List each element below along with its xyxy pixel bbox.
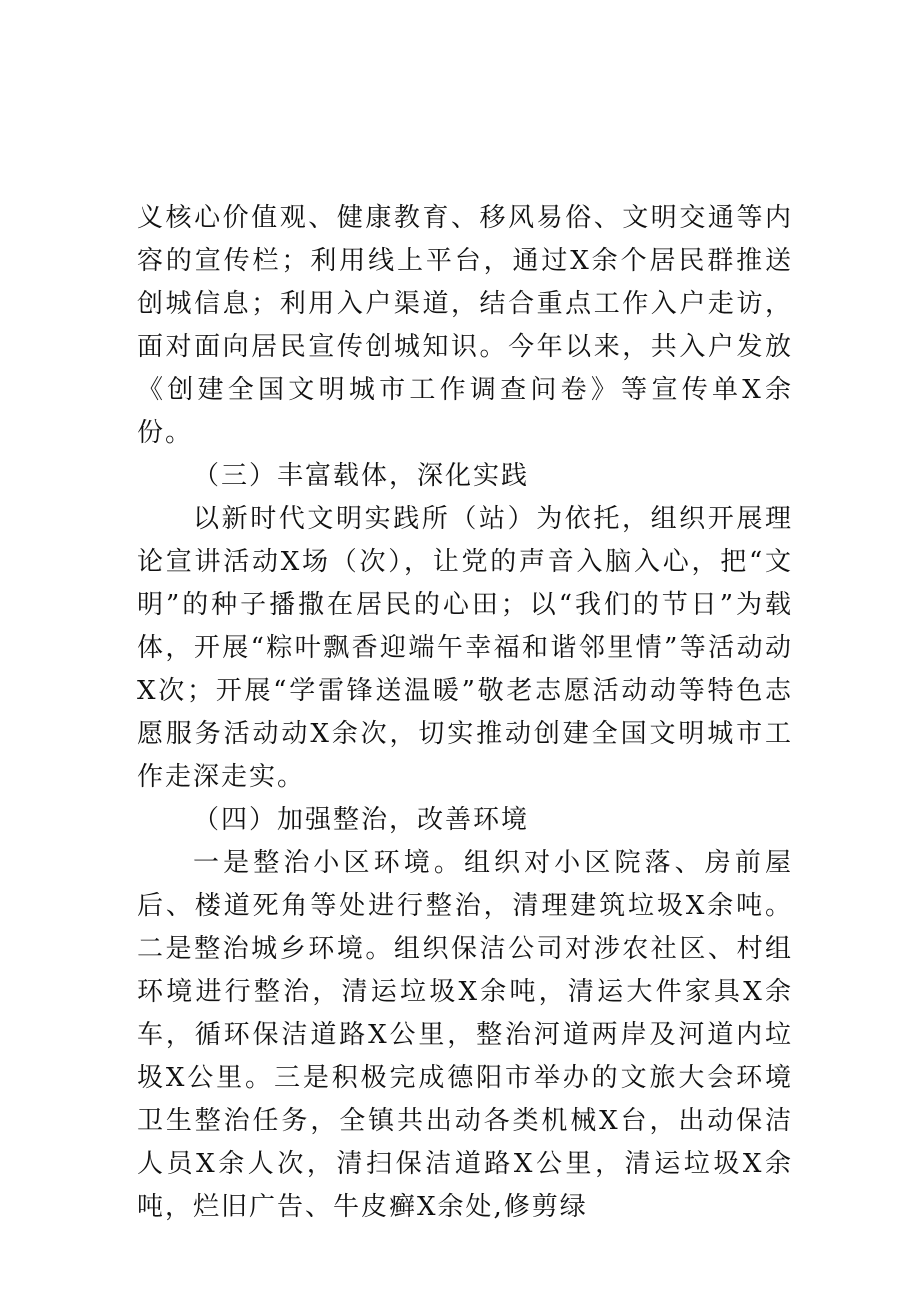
section-heading-three: （三）丰富载体，深化实践 bbox=[193, 461, 530, 491]
paragraph-practice: 以新时代文明实践所（站）为依托，组织开展理论宣讲活动X场（次），让党的声音入脑入心，把“文明”的种子播撒在居民的心田；以“我们的节日”为载体，开展“粽叶飘香迎端午幸福和谐邻里情”等活动动X次；开展“学雷锋送温暖”敬老志愿活动动等特色志愿服务活动动X余次，切实推动创建全国文明城市工作走深走实。 bbox=[137, 504, 793, 792]
section-heading-four: （四）加强整治，改善环境 bbox=[193, 805, 530, 835]
document-body bbox=[137, 197, 793, 1229]
paragraph-continuation: 义核心价值观、健康教育、移风易俗、文明交通等内容的宣传栏；利用线上平台，通过X余个居民群推送创城信息；利用入户渠道，结合重点工作入户走访，面对面向居民宣传创城知识。今年以来，共入户发放《创建全国文明城市工作调查问卷》等宣传单X余份。 bbox=[137, 203, 793, 448]
paragraph-environment: 一是整治小区环境。组织对小区院落、房前屋后、楼道死角等处进行整治，清理建筑垃圾X余吨。二是整治城乡环境。组织保洁公司对涉农社区、村组环境进行整治，清运垃圾X余吨，清运大件家具X余车，循环保洁道路X公里，整治河道两岸及河道内垃圾X公里。三是积极完成德阳市举办的文旅大会环境卫生整治任务，全镇共出动各类机械X台，出动保洁人员X余人次，清扫保洁道路X公里，清运垃圾X余吨，烂旧广告、牛皮癣X余处,修剪绿 bbox=[137, 848, 793, 1222]
